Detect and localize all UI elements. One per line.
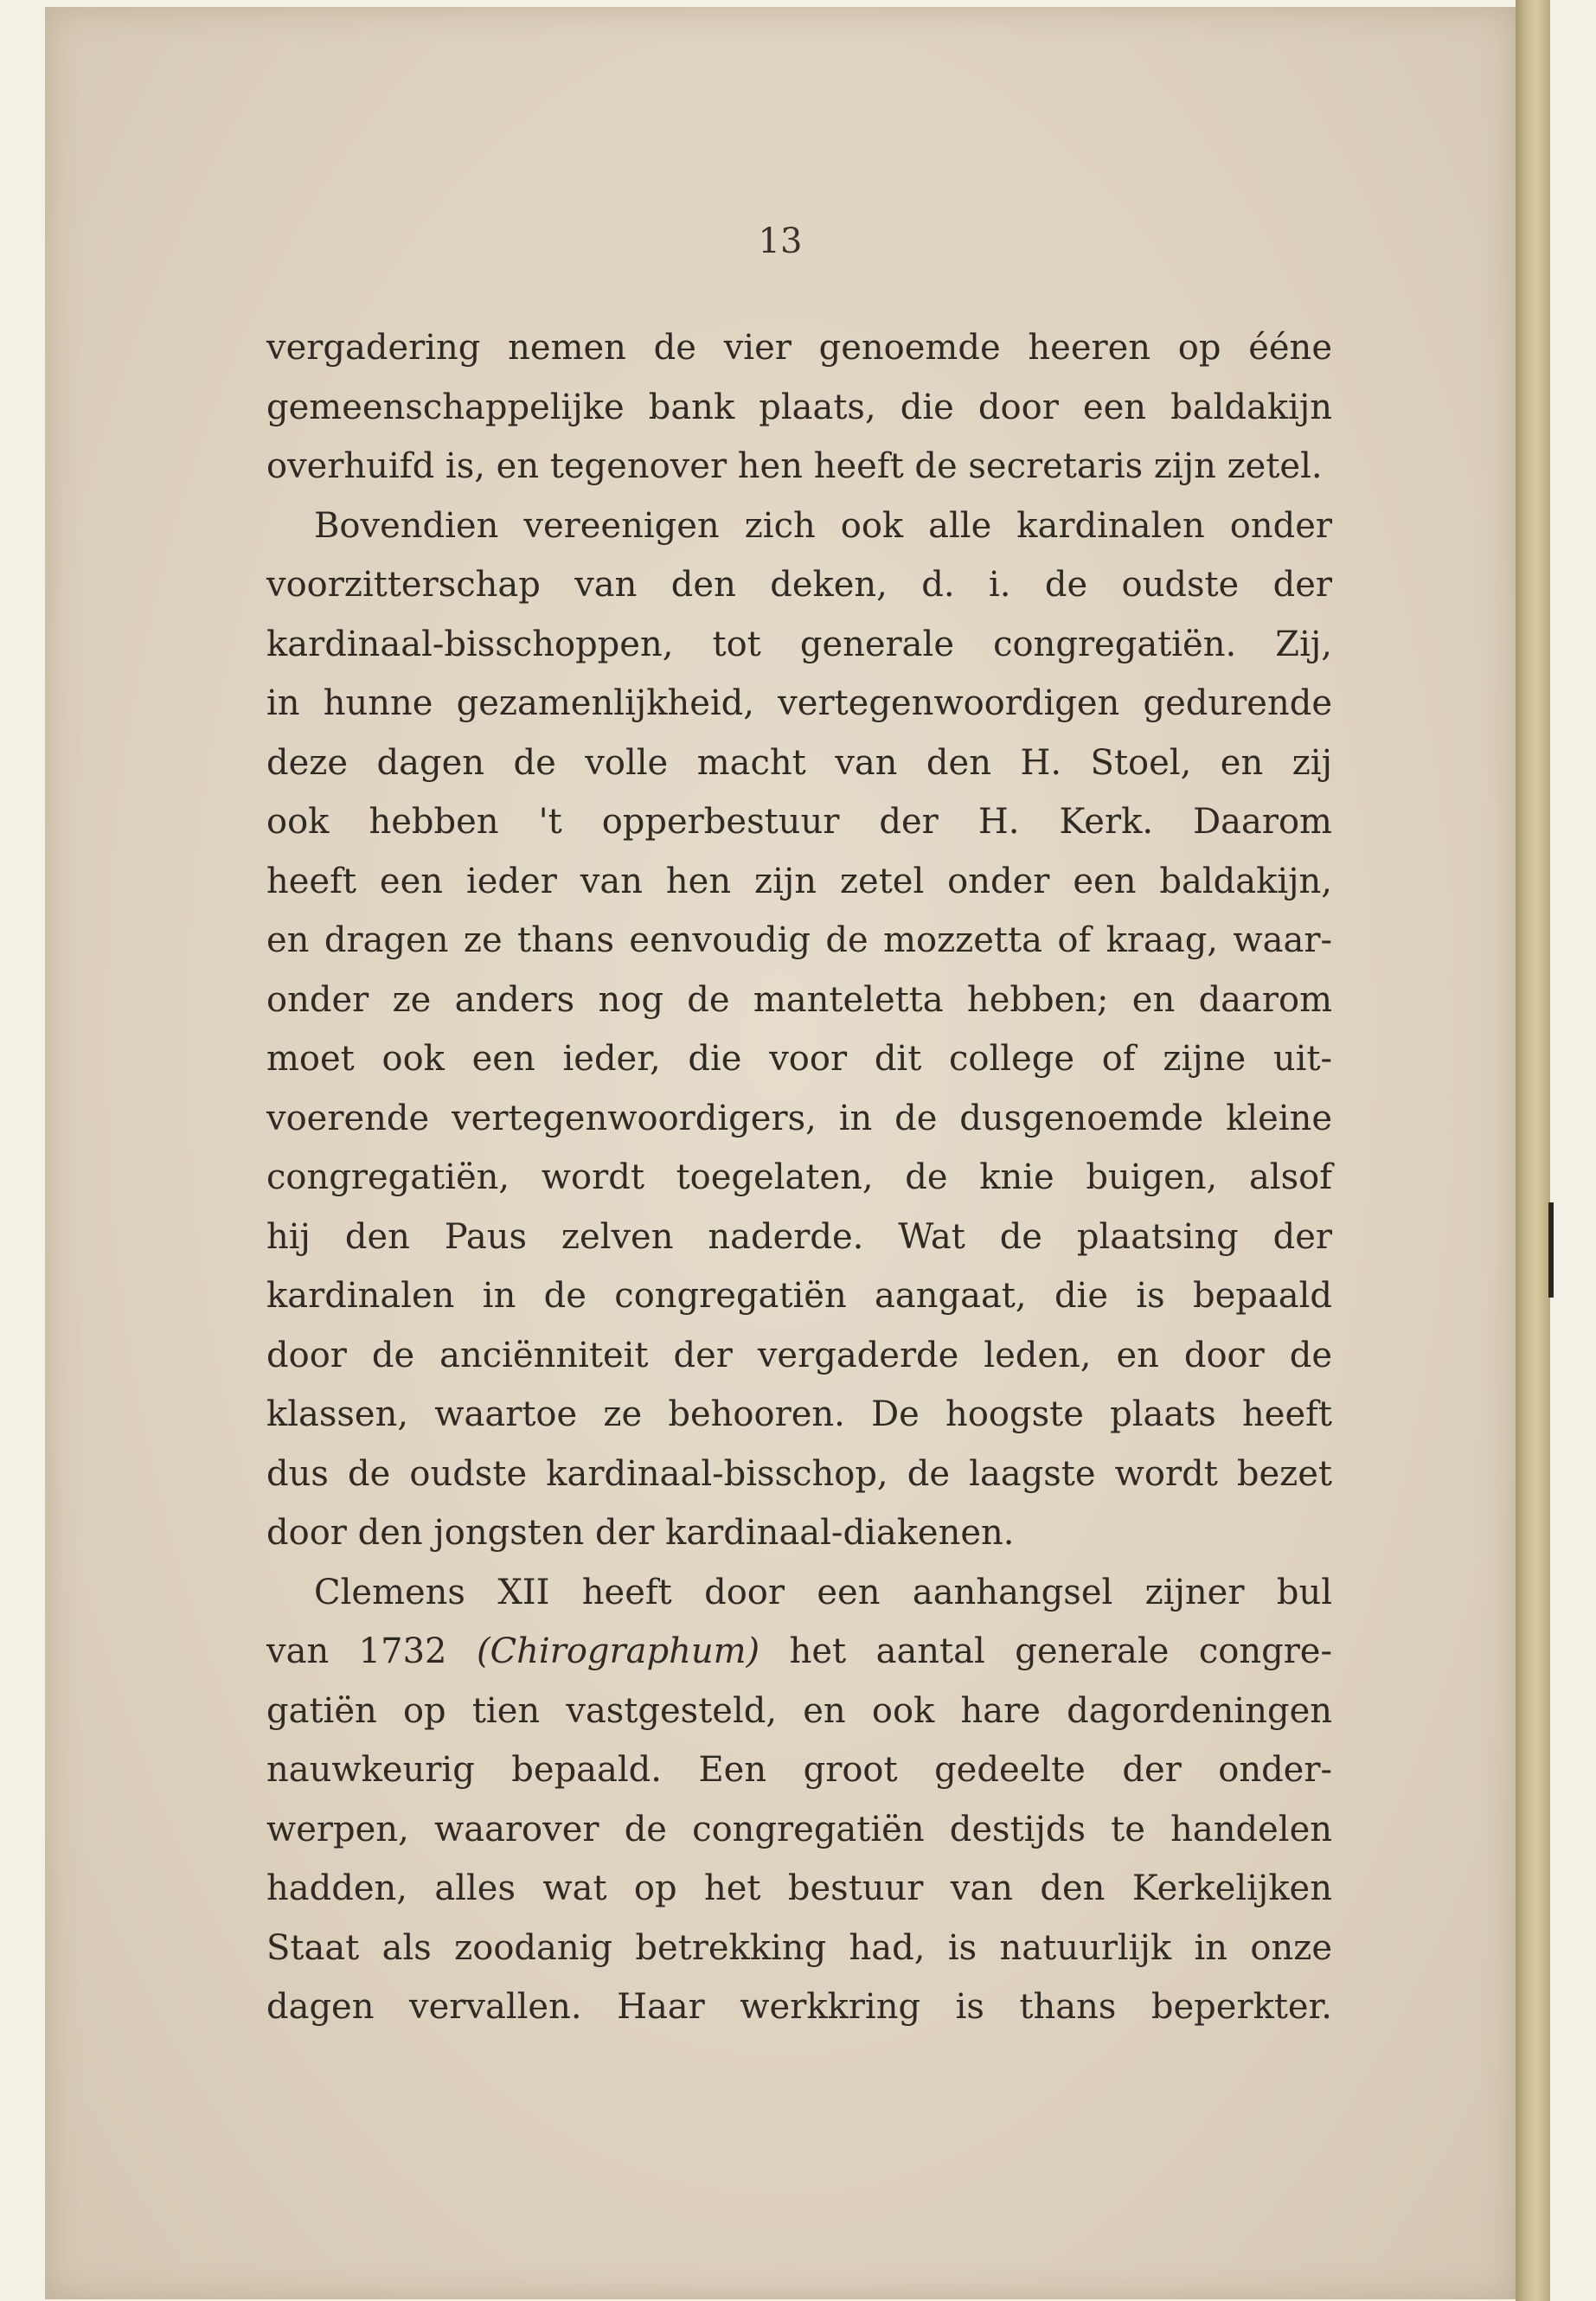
text-line: klassen, waartoe ze behooren. De hoogste plaats heeft <box>266 1394 1332 1434</box>
text-line: hij den Paus zelven naderde. Wat de plaatsing der <box>266 1216 1332 1257</box>
book-page <box>45 7 1516 2299</box>
text-segment: van 1732 <box>266 1631 447 1671</box>
text-line: voerende vertegenwoordigers, in de dusgenoemde kleine <box>266 1098 1332 1138</box>
text-line: en dragen ze thans eenvoudig de mozzetta of kraag, waar- <box>266 920 1332 960</box>
text-line: dus de oudste kardinaal-bisschop, de laagste wordt bezet <box>266 1453 1332 1494</box>
text-line-with-italic <box>266 1622 1332 1682</box>
text-line: kardinaal-bisschoppen, tot generale congregatiën. Zij, <box>266 624 1332 664</box>
text-line: congregatiën, wordt toegelaten, de knie buigen, alsof <box>266 1157 1332 1197</box>
body-text <box>266 318 1332 2037</box>
text-line: moet ook een ieder, die voor dit college of zijne uit- <box>266 1039 1332 1079</box>
text-line: hadden, alles wat op het bestuur van den Kerkelijken <box>266 1868 1332 1908</box>
page-number: 13 <box>758 221 803 261</box>
italic-title: (Chirographum) <box>476 1631 760 1671</box>
text-line: voorzitterschap van den deken, d. i. de oudste der <box>266 565 1332 605</box>
text-line: Clemens XII heeft door een aanhangsel zijner bul <box>314 1572 1332 1612</box>
text-line: nauwkeurig bepaald. Een groot gedeelte der onder- <box>266 1750 1332 1790</box>
text-line: ook hebben 't opperbestuur der H. Kerk. Daarom <box>266 802 1332 842</box>
text-line: deze dagen de volle macht van den H. Stoel, en zij <box>266 742 1332 783</box>
text-segment: het aantal generale congre- <box>789 1631 1332 1671</box>
text-line: gemeenschappelijke bank plaats, die door een baldakijn <box>266 387 1332 427</box>
text-line: heeft een ieder van hen zijn zetel onder een baldakijn, <box>266 861 1332 901</box>
text-line: dagen vervallen. Haar werkkring is thans beperkter. <box>266 1987 1332 2027</box>
text-line: kardinalen in de congregatiën aangaat, die is bepaald <box>266 1276 1332 1316</box>
text-line: vergadering nemen de vier genoemde heeren op ééne <box>266 328 1332 368</box>
text-line: overhuifd is, en tegenover hen heeft de secretaris zijn zetel. <box>266 446 1323 486</box>
book-edge-mark <box>1548 1202 1554 1298</box>
text-line: Bovendien vereenigen zich ook alle kardinalen onder <box>314 505 1332 546</box>
text-line: door de anciënniteit der vergaderde leden, en door de <box>266 1335 1332 1375</box>
text-line: gatiën op tien vastgesteld, en ook hare dagordeningen <box>266 1690 1332 1731</box>
book-edge <box>1516 0 1550 2301</box>
text-line: door den jongsten der kardinaal-diakenen. <box>266 1513 1015 1553</box>
text-line: Staat als zoodanig betrekking had, is natuurlijk in onze <box>266 1927 1332 1968</box>
text-line: onder ze anders nog de manteletta hebben; en daarom <box>266 979 1332 1020</box>
text-line: in hunne gezamenlijkheid, vertegenwoordigen gedurende <box>266 683 1332 723</box>
text-line: werpen, waarover de congregatiën destijds te handelen <box>266 1809 1332 1849</box>
